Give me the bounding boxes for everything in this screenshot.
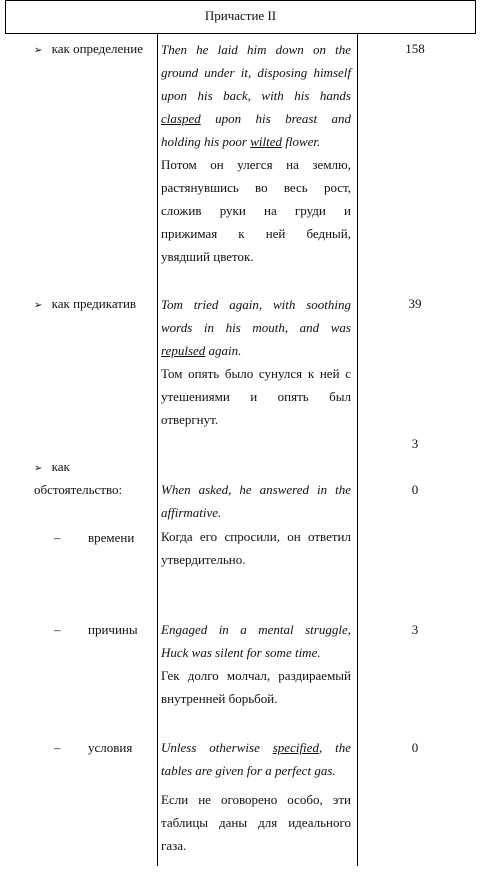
example-ru-time: [161, 525, 351, 571]
text-line: Engaged in a mental struggle,: [161, 622, 351, 637]
count-definition: 158: [405, 41, 425, 56]
label-text: как: [51, 459, 70, 474]
count-time: 0: [411, 482, 419, 497]
count-adverbial: 3: [411, 436, 419, 451]
dash-time: –: [54, 530, 61, 545]
text-line: When asked, he answered in the: [161, 482, 351, 497]
text-line: Then he laid him down on the: [161, 42, 351, 57]
text-line: Если не оговорено особо, эти: [161, 792, 351, 807]
arrow-bullet-icon: ➢: [34, 463, 43, 474]
text-line: words in his mouth, and was: [161, 320, 351, 335]
text-line: отвергнут.: [161, 412, 219, 427]
text-line: сложив руки на груди и: [161, 203, 351, 218]
text-line: Huck was silent for some time.: [161, 645, 321, 660]
arrow-bullet-icon: ➢: [34, 45, 43, 56]
count-reason: 3: [411, 622, 419, 637]
text-line: holding his poor wilted flower.: [161, 134, 321, 149]
text-line: Потом он улегся на землю,: [161, 157, 351, 172]
text-line: repulsed again.: [161, 343, 242, 358]
text-line: upon his back, with his hands: [161, 88, 351, 103]
row-label-definition: [34, 41, 143, 59]
text-line: внутренней борьбой.: [161, 691, 278, 706]
sublabel-condition: условия: [88, 740, 133, 755]
underlined-word: wilted: [250, 134, 282, 149]
text-line: ground under it, disposing himself: [161, 65, 351, 80]
example-ru-definition: [161, 153, 351, 268]
example-ru-condition: [161, 788, 351, 857]
count-predicative: 39: [408, 296, 422, 311]
text-line: Гек долго молчал, раздираемый: [161, 668, 351, 683]
example-ru-reason: [161, 664, 351, 710]
label-text: как предикатив: [51, 296, 137, 311]
text-line: утвердительно.: [161, 552, 246, 567]
dash-condition: –: [54, 740, 61, 755]
row-label-adverbial-line2: обстоятельство:: [34, 482, 123, 497]
row-label-adverbial: [34, 459, 70, 477]
text-line: растянувшись во весь рост,: [161, 180, 351, 195]
text-line: прижимая к ней бедный,: [161, 226, 351, 241]
underlined-word: repulsed: [161, 343, 206, 358]
example-en-definition: [161, 38, 351, 153]
dash-reason: –: [54, 622, 61, 637]
table-top-border: [5, 0, 476, 1]
text-line: Когда его спросили, он ответил: [161, 529, 351, 544]
underlined-word: specified: [272, 740, 319, 755]
text-line: таблицы даны для идеального: [161, 815, 351, 830]
header-bottom-border: [5, 33, 476, 34]
text-line: увядший цветок.: [161, 249, 254, 264]
column-divider-1: [157, 33, 158, 866]
example-ru-predicative: [161, 362, 351, 431]
text-line: Tom tried again, with soothing: [161, 297, 351, 312]
text-line: tables are given for a perfect gas.: [161, 763, 336, 778]
underlined-word: clasped: [161, 111, 201, 126]
text-line: clasped upon his breast and: [161, 111, 351, 126]
text-line: утешениями и опять был: [161, 389, 351, 404]
label-text: как определение: [51, 41, 143, 56]
example-en-time: [161, 478, 351, 524]
text-line: affirmative.: [161, 505, 222, 520]
example-en-condition: [161, 736, 351, 782]
example-en-reason: [161, 618, 351, 664]
sublabel-reason: причины: [88, 622, 138, 637]
table-header-title: Причастие II: [204, 8, 277, 23]
text-line: Том опять было сунулся к ней с: [161, 366, 351, 381]
example-en-predicative: [161, 293, 351, 362]
row-label-predicative: [34, 296, 136, 314]
sublabel-time: времени: [88, 530, 135, 545]
arrow-bullet-icon: ➢: [34, 300, 43, 311]
count-condition: 0: [411, 740, 419, 755]
text-line: Unless otherwise specified, the: [161, 740, 351, 755]
text-line: газа.: [161, 838, 187, 853]
